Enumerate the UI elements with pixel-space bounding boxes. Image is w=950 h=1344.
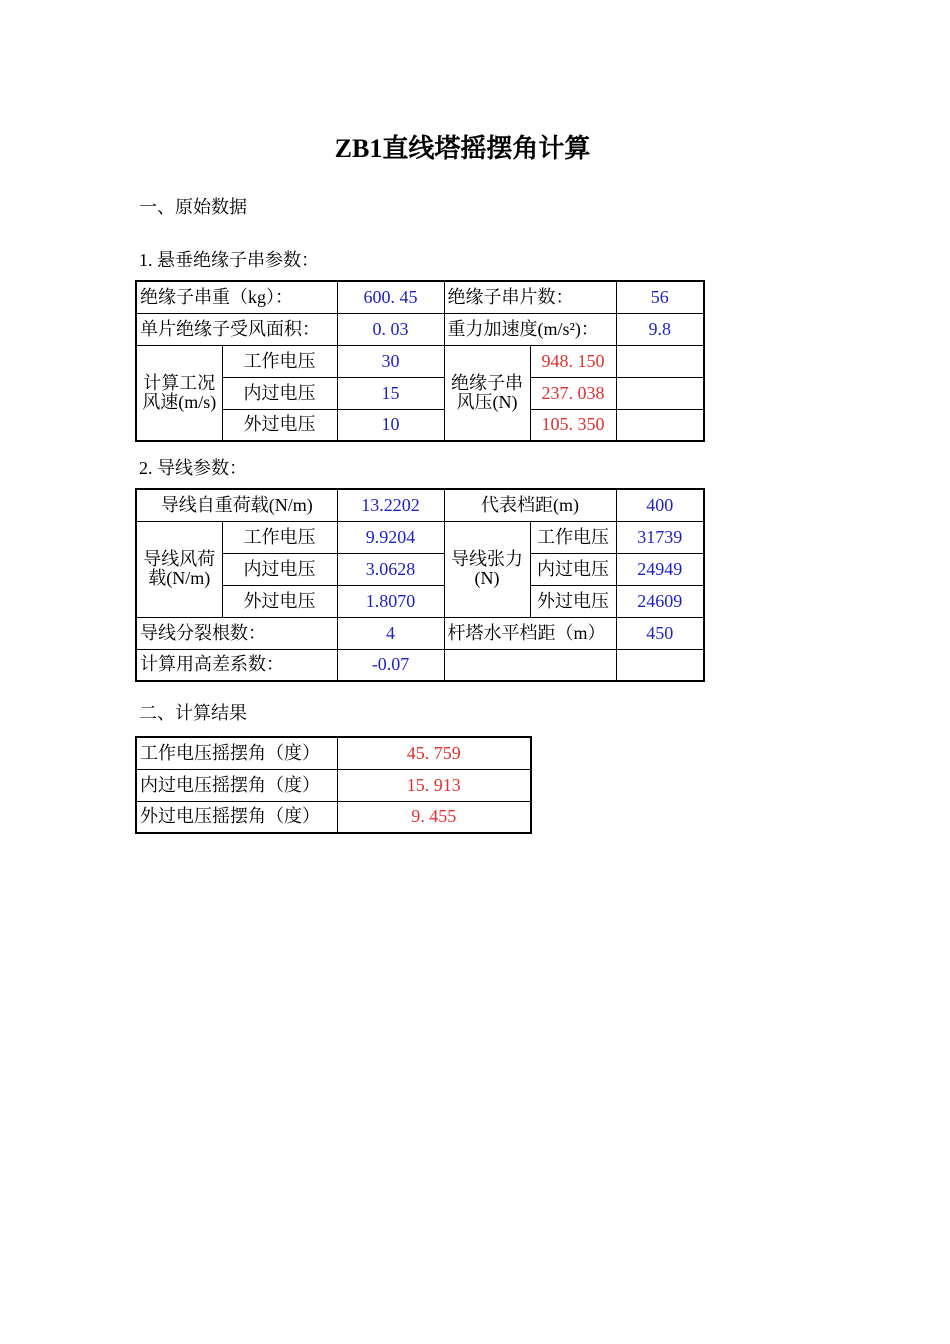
page-title: ZB1直线塔摇摆角计算	[334, 134, 591, 163]
wind-load-label: 导线风荷载(N/m)	[136, 521, 222, 617]
wind-speed-value[interactable]: 10	[337, 409, 444, 441]
result-value: 9. 455	[337, 801, 531, 833]
self-weight-value[interactable]: 13.2202	[337, 489, 444, 521]
wind-load-value[interactable]: 9.9204	[337, 521, 444, 553]
gravity-label: 重力加速度(m/s²)：	[444, 313, 616, 345]
condition-name: 内过电压	[222, 553, 337, 585]
table-row	[136, 585, 704, 617]
wind-pressure-value: 105. 350	[530, 409, 616, 441]
tension-value[interactable]: 24949	[616, 553, 704, 585]
conductor-params-heading: 2. 导线参数：	[139, 458, 247, 478]
result-label: 工作电压摇摆角（度）	[136, 737, 337, 769]
tension-condition-name: 工作电压	[530, 521, 616, 553]
condition-name: 工作电压	[222, 521, 337, 553]
condition-name: 工作电压	[222, 345, 337, 377]
table-row	[136, 617, 704, 649]
single-wind-area-value[interactable]: 0. 03	[337, 313, 444, 345]
horizontal-span-label: 杆塔水平档距（m）	[444, 617, 616, 649]
section1-heading: 一、原始数据	[139, 197, 247, 217]
piece-count-value[interactable]: 56	[616, 281, 704, 313]
wind-pressure-value: 948. 150	[530, 345, 616, 377]
condition-name: 内过电压	[222, 377, 337, 409]
wind-load-value[interactable]: 1.8070	[337, 585, 444, 617]
self-weight-label: 导线自重荷载(N/m)	[136, 489, 337, 521]
tension-value[interactable]: 24609	[616, 585, 704, 617]
span-label: 代表档距(m)	[444, 489, 616, 521]
condition-name: 外过电压	[222, 585, 337, 617]
empty-cell	[616, 409, 704, 441]
table-row	[136, 737, 531, 769]
piece-count-label: 绝缘子串片数：	[444, 281, 616, 313]
wind-load-value[interactable]: 3.0628	[337, 553, 444, 585]
split-count-label: 导线分裂根数：	[136, 617, 337, 649]
result-value: 45. 759	[337, 737, 531, 769]
wind-speed-label: 计算工况风速(m/s)	[136, 345, 222, 441]
insulator-weight-label: 绝缘子串重（kg）：	[136, 281, 337, 313]
table-row	[136, 801, 531, 833]
conductor-table	[135, 488, 705, 682]
table-row	[136, 345, 704, 377]
table-row	[136, 521, 704, 553]
insulator-weight-value[interactable]: 600. 45	[337, 281, 444, 313]
empty-cell	[616, 345, 704, 377]
table-row	[136, 281, 704, 313]
height-coef-value[interactable]: -0.07	[337, 649, 444, 681]
section2-heading: 二、计算结果	[139, 703, 247, 723]
empty-cell	[616, 649, 704, 681]
condition-name: 外过电压	[222, 409, 337, 441]
height-coef-label: 计算用高差系数：	[136, 649, 337, 681]
empty-cell	[444, 649, 616, 681]
table-row	[136, 649, 704, 681]
table-row	[136, 313, 704, 345]
table-row	[136, 377, 704, 409]
span-value[interactable]: 400	[616, 489, 704, 521]
tension-label: 导线张力(N)	[444, 521, 530, 617]
result-label: 外过电压摇摆角（度）	[136, 801, 337, 833]
wind-pressure-label: 绝缘子串风压(N)	[444, 345, 530, 441]
results-table	[135, 736, 532, 834]
insulator-params-heading: 1. 悬垂绝缘子串参数：	[139, 250, 319, 270]
empty-cell	[616, 377, 704, 409]
tension-condition-name: 外过电压	[530, 585, 616, 617]
split-count-value[interactable]: 4	[337, 617, 444, 649]
horizontal-span-value[interactable]: 450	[616, 617, 704, 649]
wind-speed-value[interactable]: 15	[337, 377, 444, 409]
tension-condition-name: 内过电压	[530, 553, 616, 585]
table-row	[136, 409, 704, 441]
wind-speed-value[interactable]: 30	[337, 345, 444, 377]
result-value: 15. 913	[337, 769, 531, 801]
single-wind-area-label: 单片绝缘子受风面积：	[136, 313, 337, 345]
table-row	[136, 489, 704, 521]
tension-value[interactable]: 31739	[616, 521, 704, 553]
wind-pressure-value: 237. 038	[530, 377, 616, 409]
table-row	[136, 769, 531, 801]
insulator-table	[135, 280, 705, 442]
result-label: 内过电压摇摆角（度）	[136, 769, 337, 801]
gravity-value[interactable]: 9.8	[616, 313, 704, 345]
table-row	[136, 553, 704, 585]
